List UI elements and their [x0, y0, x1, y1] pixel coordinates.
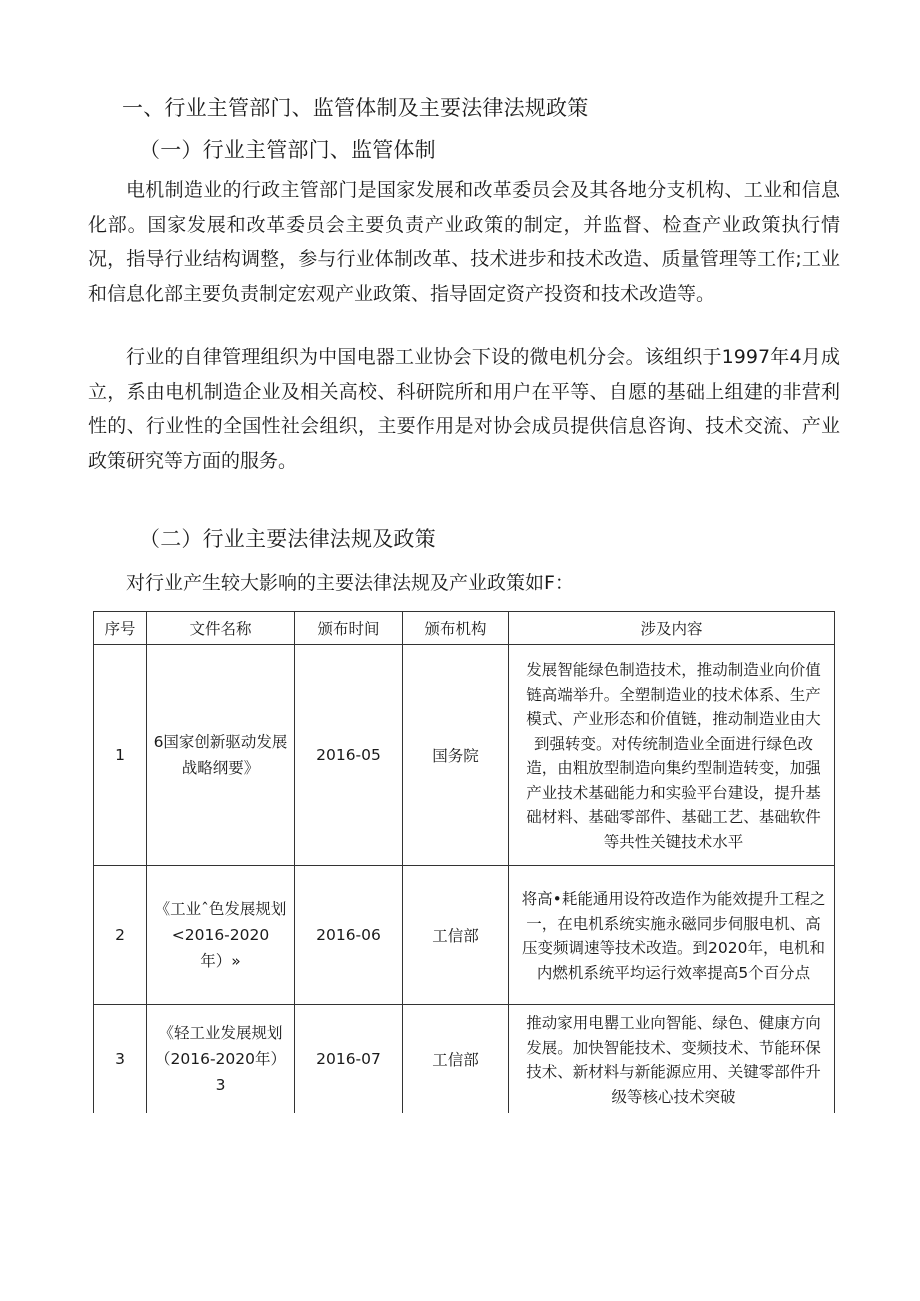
table-header-row: [94, 612, 835, 645]
paragraph-regulators: 电机制造业的行政主管部门是国家发展和改革委员会及其各地分支机构、工业和信息化部。国家发展和改革委员会主要负责产业政策的制定，并监督、检查产业政策执行情况，指导行业结构调整，参与行业体制改革、技术进步和技术改造、质量管理等工作;工业和信息化部主要负责制定宏观产业政策、指导固定资产投资和技术改造等。: [88, 179, 840, 305]
cell-content: 推动家用电罌工业向智能、绿色、健康方向发展。加快智能技术、变频技术、节能环保技术、新材料与新能源应用、关键零部件升级等核心技术突破: [509, 1005, 835, 1114]
header-index: 序号: [94, 612, 147, 645]
section-heading: 一、行业主管部门、监管体制及主要法律法规政策: [122, 96, 589, 120]
table-row: [94, 1005, 835, 1114]
cell-name: 《轻工业发展规划（2016-2020年）3: [147, 1005, 295, 1114]
header-org: 颁布机构: [403, 612, 509, 645]
subsection-heading-policies: （二）行业主要法律法规及政策: [139, 527, 436, 551]
cell-index: 2: [94, 866, 147, 1005]
paragraph-self-regulation: 行业的自律管理组织为中国电器工业协会下设的微电机分会。该组织于1997年4月成立，系由电机制造企业及相关高校、科研院所和用户在平等、自愿的基础上组建的非营利性的、行业性的全国性社会组织，主要作用是对协会成员提供信息咨询、技术交流、产业政策研究等方面的服务。: [88, 346, 840, 472]
cell-date: 2016-06: [295, 866, 403, 1005]
cell-content: 发展智能绿色制造技术，推动制造业向价值链高端举升。全塑制造业的技术体系、生产模式、产业形态和价值链，推动制造业由大到强转变。对传统制造业全面进行绿色改造，由粗放型制造向集约型制造转变，加强产业技术基础能力和实验平台建设，提升基础材料、基础零部件、基础工艺、基础软件等共性关键技术水平: [509, 645, 835, 866]
header-date: 颁布时间: [295, 612, 403, 645]
cell-index: 1: [94, 645, 147, 866]
cell-org: 国务院: [403, 645, 509, 866]
cell-name: 《工业ˆ色发展规划<2016-2020年）»: [147, 866, 295, 1005]
cell-name: 6国家创新驱动发展战略纲要》: [147, 645, 295, 866]
header-name: 文件名称: [147, 612, 295, 645]
table-intro-text: 对行业产生较大影响的主要法律法规及产业政策如F：: [126, 572, 574, 594]
cell-content: 将高•耗能通用设符改造作为能效提升工程之一，在电机系统实施永磁同步伺服电机、高压变频调速等技术改造。到2020年，电机和内燃机系统平均运行效率提高5个百分点: [509, 866, 835, 1005]
cell-date: 2016-07: [295, 1005, 403, 1114]
cell-date: 2016-05: [295, 645, 403, 866]
table-row: [94, 645, 835, 866]
header-content: 涉及内容: [509, 612, 835, 645]
subsection-heading-regulators: （一）行业主管部门、监管体制: [139, 138, 436, 162]
cell-index: 3: [94, 1005, 147, 1114]
table-row: [94, 866, 835, 1005]
cell-org: 工信部: [403, 866, 509, 1005]
cell-org: 工信部: [403, 1005, 509, 1114]
policy-table: [93, 611, 835, 1113]
